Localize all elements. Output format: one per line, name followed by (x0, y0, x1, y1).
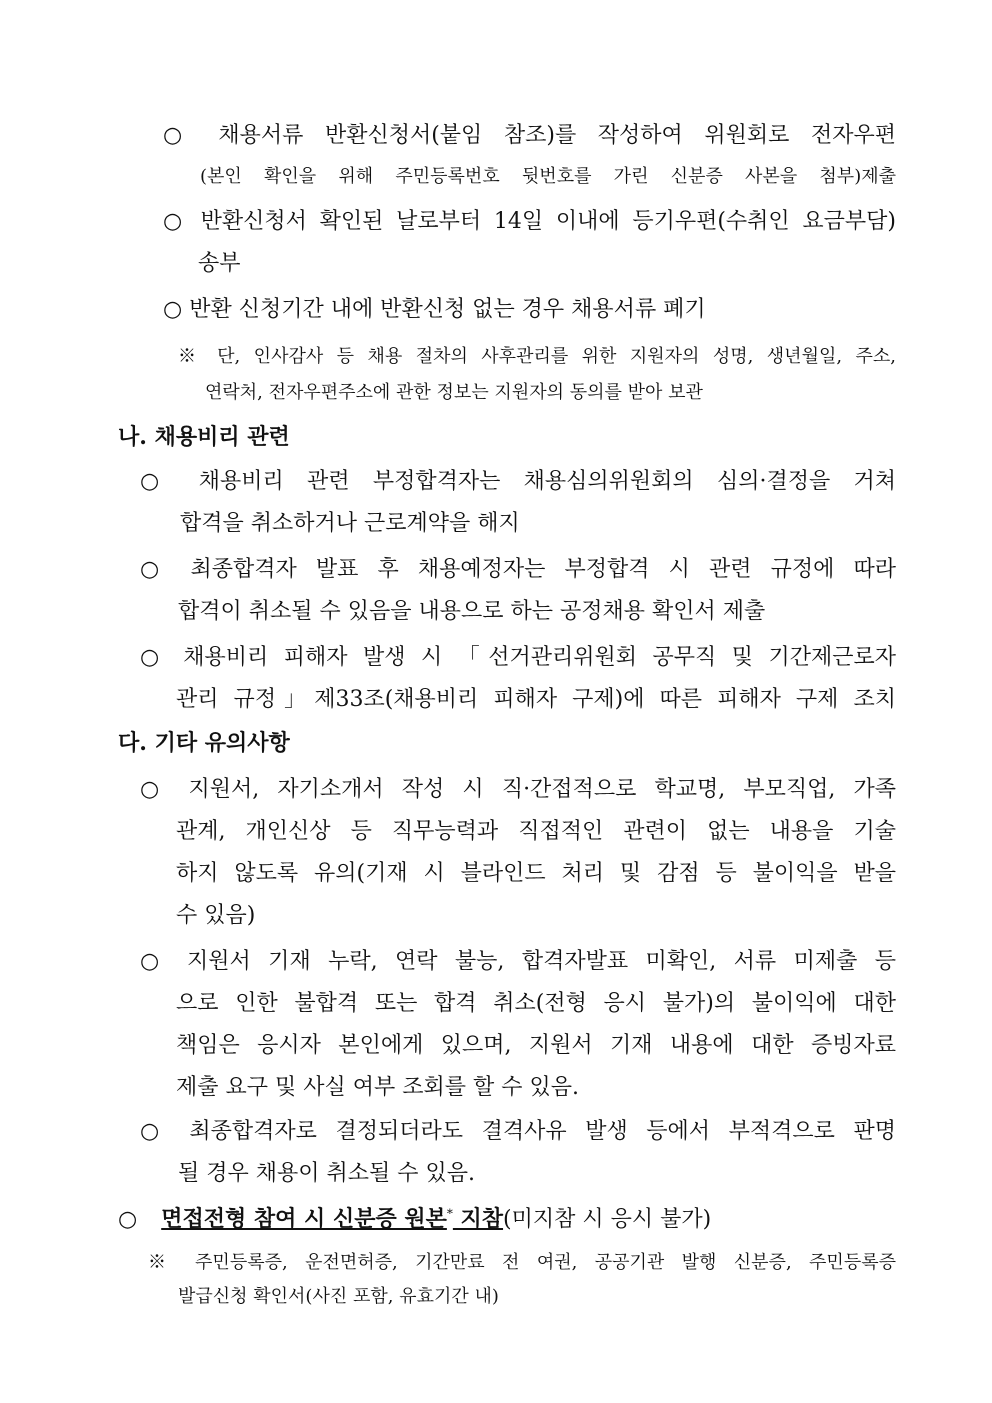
fair-hiring-item-cont: 합격이 취소될 수 있음을 내용으로 하는 공정채용 확인서 제출 (178, 599, 766, 624)
victim-relief-item: ○ 채용비리 피해자 발생 시 「선거관리위원회 공무직 및 기간제근로자 (140, 645, 896, 670)
fraud-cancel-item: ○ 채용비리 관련 부정합격자는 채용심의위원회의 심의·결정을 거쳐 (140, 469, 896, 494)
fraud-cancel-item-cont: 합격을 취소하거나 근로계약을 해지 (180, 511, 520, 536)
interview-id-star: * (446, 1206, 453, 1221)
return-request-item-cont: (본인 확인을 위해 주민등록번호 뒷번호를 가린 신분증 사본을 첨부)제출 (200, 166, 896, 187)
blind-notice-item-cont1: 관계, 개인신상 등 직무능력과 직접적인 관련이 없는 내용을 기술 (176, 819, 896, 844)
document-disposal-item: ○ 반환 신청기간 내에 반환신청 없는 경우 채용서류 폐기 (163, 297, 706, 322)
responsibility-item-cont1: 으로 인한 불합격 또는 합격 취소(전형 응시 불가)의 불이익에 대한 (176, 991, 896, 1016)
section-heading-da: 다. 기타 유의사항 (118, 730, 290, 756)
interview-id-item (118, 1202, 711, 1233)
interview-id-bring: 지참 (452, 1206, 504, 1232)
registered-mail-item-cont: 송부 (198, 251, 241, 276)
blind-notice-item-cont3: 수 있음) (176, 903, 256, 928)
disqualification-item: ○ 최종합격자로 결정되더라도 결격사유 발생 등에서 부적격으로 판명 (140, 1119, 896, 1144)
victim-relief-item-cont: 관리 규정」제33조(채용비리 피해자 구제)에 따른 피해자 구제 조치 (176, 687, 896, 712)
id-types-note-cont: 발급신청 확인서(사진 포함, 유효기간 내) (178, 1286, 499, 1307)
interview-bullet: ○ (118, 1207, 138, 1232)
return-request-item: ○ 채용서류 반환신청서(붙임 참조)를 작성하여 위원회로 전자우편 (163, 123, 896, 148)
disqualification-item-cont: 될 경우 채용이 취소될 수 있음. (178, 1161, 475, 1186)
retention-note-cont: 연락처, 전자우편주소에 관한 정보는 지원자의 동의를 받아 보관 (205, 382, 703, 403)
section-heading-na: 나. 채용비리 관련 (118, 424, 290, 450)
fair-hiring-item: ○ 최종합격자 발표 후 채용예정자는 부정합격 시 관련 규정에 따라 (140, 557, 896, 582)
retention-note: ※ 단, 인사감사 등 채용 절차의 사후관리를 위한 지원자의 성명, 생년월일, 주소, (178, 346, 896, 367)
registered-mail-item: ○ 반환신청서 확인된 날로부터 14일 이내에 등기우편(수취인 요금부담) (163, 209, 896, 234)
responsibility-item-cont2: 책임은 응시자 본인에게 있으며, 지원서 기재 내용에 대한 증빙자료 (176, 1033, 896, 1058)
id-types-note: ※ 주민등록증, 운전면허증, 기간만료 전 여권, 공공기관 발행 신분증, 주민등록증 (148, 1252, 896, 1273)
blind-notice-item: ○ 지원서, 자기소개서 작성 시 직·간접적으로 학교명, 부모직업, 가족 (140, 777, 896, 802)
responsibility-item-cont3: 제출 요구 및 사실 여부 조회를 할 수 있음. (176, 1075, 579, 1100)
interview-id-rest: (미지참 시 응시 불가) (503, 1207, 712, 1232)
interview-id-underlined: 면접전형 참여 시 신분증 원본 (161, 1206, 447, 1232)
responsibility-item: ○ 지원서 기재 누락, 연락 불능, 합격자발표 미확인, 서류 미제출 등 (140, 949, 896, 974)
blind-notice-item-cont2: 하지 않도록 유의(기재 시 블라인드 처리 및 감점 등 불이익을 받을 (176, 861, 896, 886)
